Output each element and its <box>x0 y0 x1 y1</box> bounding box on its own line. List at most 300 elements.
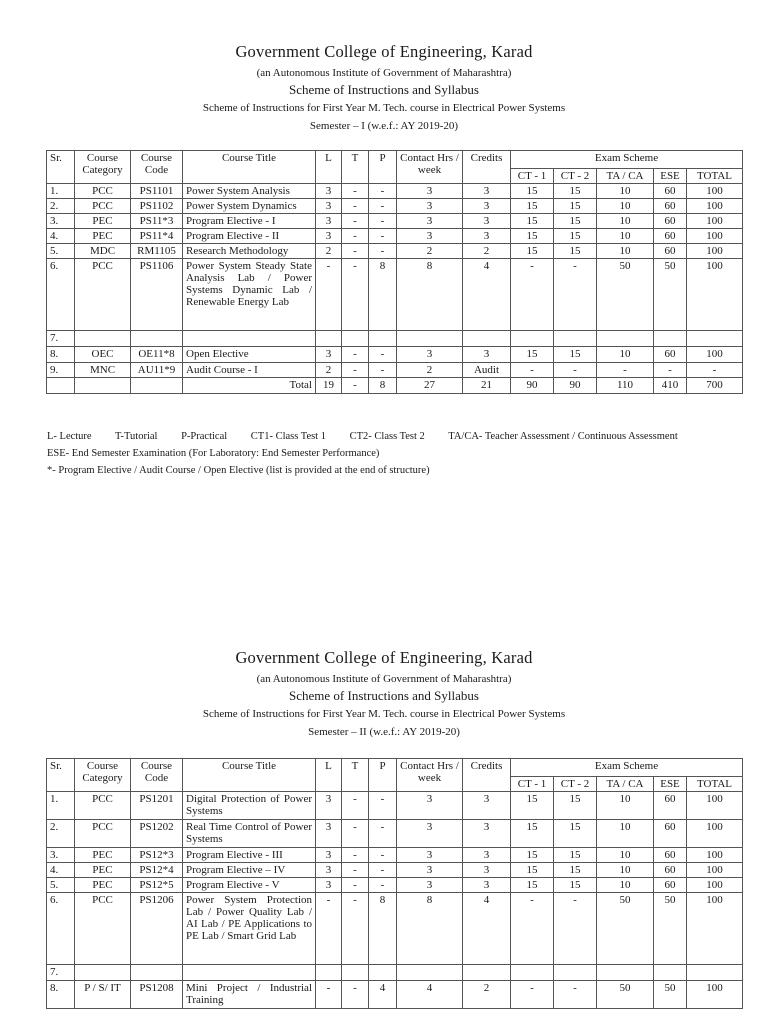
cell-credits: 3 <box>463 229 511 244</box>
table-row <box>47 244 743 259</box>
cell-t: - <box>342 792 369 820</box>
cell-title: Program Elective - I <box>183 214 316 229</box>
cell-sr: 6. <box>47 893 75 965</box>
total-contact: 27 <box>397 378 463 394</box>
cell-title: Power System Protection Lab / Power Quality Lab / AI Lab / PE Applications to PE Lab / Smart Grid Lab <box>183 893 316 965</box>
cell-ct2: - <box>554 981 597 1009</box>
total-p: 8 <box>369 378 397 394</box>
total-total: 700 <box>687 378 743 394</box>
cell-code: PS1101 <box>131 184 183 199</box>
semester1-header <box>0 42 768 134</box>
semester2-header <box>0 648 768 740</box>
cell-title: Digital Protection of Power Systems <box>183 792 316 820</box>
cell-category: PCC <box>75 259 131 331</box>
col-ese: ESE <box>654 777 687 792</box>
cell-ct2: 15 <box>554 214 597 229</box>
cell-ese: 60 <box>654 820 687 848</box>
cell-category: OEC <box>75 347 131 363</box>
table-row <box>47 184 743 199</box>
col-ct1: CT - 1 <box>511 777 554 792</box>
cell-code: PS12*3 <box>131 848 183 863</box>
col-l: L <box>316 759 342 792</box>
cell-sr: 5. <box>47 878 75 893</box>
table-row <box>47 214 743 229</box>
cell-code: PS1201 <box>131 792 183 820</box>
cell-l <box>316 331 342 347</box>
col-total: TOTAL <box>687 169 743 184</box>
col-taca: TA / CA <box>597 169 654 184</box>
cell-empty <box>47 378 75 394</box>
total-ese: 410 <box>654 378 687 394</box>
cell-t <box>342 331 369 347</box>
cell-l: - <box>316 259 342 331</box>
cell-total: 100 <box>687 184 743 199</box>
cell-p <box>369 331 397 347</box>
cell-taca: 50 <box>597 981 654 1009</box>
legend-ct1: CT1- Class Test 1 <box>250 431 326 442</box>
cell-title: Research Methodology <box>183 244 316 259</box>
cell-sr: 3. <box>47 848 75 863</box>
cell-ct2: 15 <box>554 244 597 259</box>
cell-t: - <box>342 214 369 229</box>
cell-sr: 1. <box>47 184 75 199</box>
cell-p: - <box>369 184 397 199</box>
col-exam-scheme: Exam Scheme <box>511 759 743 777</box>
cell-ct1: 15 <box>511 863 554 878</box>
table-row <box>47 259 743 331</box>
college-name: Government College of Engineering, Karad <box>235 42 533 61</box>
cell-ct2: 15 <box>554 792 597 820</box>
cell-category: PCC <box>75 820 131 848</box>
cell-taca: 10 <box>597 848 654 863</box>
cell-ct1: 15 <box>511 792 554 820</box>
legend-line-3: *- Program Elective / Audit Course / Open Elective (list is provided at the end of structure) <box>47 465 430 476</box>
col-t: T <box>342 759 369 792</box>
col-title: Course Title <box>183 759 316 792</box>
cell-p: - <box>369 244 397 259</box>
cell-ct2 <box>554 965 597 981</box>
cell-contact: 3 <box>397 878 463 893</box>
total-ct2: 90 <box>554 378 597 394</box>
col-title: Course Title <box>183 151 316 184</box>
cell-code: PS1208 <box>131 981 183 1009</box>
cell-contact <box>397 331 463 347</box>
col-credits: Credits <box>463 759 511 792</box>
cell-title: Program Elective – IV <box>183 863 316 878</box>
cell-code: RM1105 <box>131 244 183 259</box>
cell-l: 3 <box>316 229 342 244</box>
cell-contact: 8 <box>397 893 463 965</box>
table-row <box>47 199 743 214</box>
cell-ese: 50 <box>654 981 687 1009</box>
cell-code: AU11*9 <box>131 363 183 378</box>
col-taca: TA / CA <box>597 777 654 792</box>
cell-sr: 4. <box>47 229 75 244</box>
col-t: T <box>342 151 369 184</box>
cell-ct2: - <box>554 363 597 378</box>
cell-total: 100 <box>687 244 743 259</box>
cell-contact: 2 <box>397 244 463 259</box>
cell-total: 100 <box>687 893 743 965</box>
cell-p: - <box>369 347 397 363</box>
cell-ese: 60 <box>654 214 687 229</box>
cell-taca: 10 <box>597 878 654 893</box>
cell-contact: 3 <box>397 848 463 863</box>
cell-l: 3 <box>316 184 342 199</box>
cell-total: 100 <box>687 259 743 331</box>
cell-sr: 9. <box>47 363 75 378</box>
cell-contact: 2 <box>397 363 463 378</box>
table-header-row <box>47 759 743 777</box>
cell-ese <box>654 331 687 347</box>
cell-credits: Audit <box>463 363 511 378</box>
col-contact: Contact Hrs / week <box>397 151 463 184</box>
table-row <box>47 878 743 893</box>
cell-ese: 50 <box>654 893 687 965</box>
cell-title: Power System Dynamics <box>183 199 316 214</box>
cell-code <box>131 965 183 981</box>
cell-sr: 1. <box>47 792 75 820</box>
institute-note: (an Autonomous Institute of Government of Maharashtra) <box>256 67 512 79</box>
cell-ese: 60 <box>654 863 687 878</box>
cell-t: - <box>342 229 369 244</box>
cell-sr: 4. <box>47 863 75 878</box>
cell-t: - <box>342 347 369 363</box>
cell-ct2: 15 <box>554 848 597 863</box>
cell-category: PEC <box>75 214 131 229</box>
cell-credits: 3 <box>463 347 511 363</box>
cell-l: - <box>316 893 342 965</box>
cell-contact: 8 <box>397 259 463 331</box>
col-credits: Credits <box>463 151 511 184</box>
college-name: Government College of Engineering, Karad <box>235 648 533 667</box>
col-category: Course Category <box>75 759 131 792</box>
cell-code: PS12*5 <box>131 878 183 893</box>
cell-ese: 60 <box>654 244 687 259</box>
cell-total: 100 <box>687 820 743 848</box>
cell-contact <box>397 965 463 981</box>
cell-l: 2 <box>316 363 342 378</box>
cell-ct2: - <box>554 259 597 331</box>
scheme-title: Scheme of Instructions and Syllabus <box>289 688 479 703</box>
cell-taca: 10 <box>597 347 654 363</box>
col-ct1: CT - 1 <box>511 169 554 184</box>
cell-ct1: 15 <box>511 214 554 229</box>
cell-category <box>75 965 131 981</box>
cell-sr: 7. <box>47 965 75 981</box>
cell-title: Open Elective <box>183 347 316 363</box>
cell-taca: 50 <box>597 259 654 331</box>
cell-category: PEC <box>75 229 131 244</box>
cell-code: OE11*8 <box>131 347 183 363</box>
cell-contact: 3 <box>397 214 463 229</box>
cell-sr: 2. <box>47 199 75 214</box>
cell-p: 4 <box>369 981 397 1009</box>
cell-t: - <box>342 184 369 199</box>
cell-ct2: 15 <box>554 184 597 199</box>
cell-ct2 <box>554 331 597 347</box>
cell-category: PCC <box>75 184 131 199</box>
cell-title <box>183 965 316 981</box>
cell-empty <box>75 378 131 394</box>
cell-taca: 10 <box>597 820 654 848</box>
cell-total: 100 <box>687 347 743 363</box>
cell-ese: 60 <box>654 792 687 820</box>
cell-credits: 3 <box>463 199 511 214</box>
cell-title <box>183 331 316 347</box>
cell-l: 3 <box>316 347 342 363</box>
cell-empty <box>131 378 183 394</box>
cell-ese: 60 <box>654 184 687 199</box>
cell-taca <box>597 331 654 347</box>
cell-taca: 10 <box>597 199 654 214</box>
cell-total: 100 <box>687 848 743 863</box>
cell-ct1: 15 <box>511 878 554 893</box>
cell-credits: 2 <box>463 244 511 259</box>
col-ct2: CT - 2 <box>554 777 597 792</box>
cell-ct1: 15 <box>511 199 554 214</box>
cell-p: - <box>369 878 397 893</box>
table-row <box>47 981 743 1009</box>
cell-category: MNC <box>75 363 131 378</box>
total-taca: 110 <box>597 378 654 394</box>
cell-title: Program Elective - V <box>183 878 316 893</box>
cell-ct1: 15 <box>511 848 554 863</box>
cell-ese: 60 <box>654 229 687 244</box>
institute-note: (an Autonomous Institute of Government of Maharashtra) <box>256 673 512 685</box>
col-p: P <box>369 759 397 792</box>
col-category: Course Category <box>75 151 131 184</box>
cell-sr: 3. <box>47 214 75 229</box>
legend-ct2: CT2- Class Test 2 <box>349 431 425 442</box>
legend-lecture: L- Lecture <box>47 431 92 442</box>
cell-title: Program Elective - II <box>183 229 316 244</box>
col-l: L <box>316 151 342 184</box>
cell-ese: 60 <box>654 347 687 363</box>
table-row <box>47 893 743 965</box>
cell-ct2: 15 <box>554 820 597 848</box>
cell-credits <box>463 331 511 347</box>
semester2-scheme-table <box>46 758 743 1009</box>
cell-credits <box>463 965 511 981</box>
cell-t: - <box>342 244 369 259</box>
cell-title: Power System Analysis <box>183 184 316 199</box>
abbreviation-legend <box>47 428 767 479</box>
semester-label: Semester – II (w.e.f.: AY 2019-20) <box>308 726 460 738</box>
cell-category: PCC <box>75 199 131 214</box>
cell-total: 100 <box>687 792 743 820</box>
cell-total <box>687 331 743 347</box>
col-ct2: CT - 2 <box>554 169 597 184</box>
cell-taca: 10 <box>597 229 654 244</box>
cell-total: - <box>687 363 743 378</box>
cell-t: - <box>342 199 369 214</box>
cell-code: PS1102 <box>131 199 183 214</box>
cell-contact: 3 <box>397 863 463 878</box>
col-total: TOTAL <box>687 777 743 792</box>
col-code: Course Code <box>131 151 183 184</box>
cell-p: 8 <box>369 893 397 965</box>
cell-category: PEC <box>75 878 131 893</box>
cell-contact: 3 <box>397 792 463 820</box>
cell-taca <box>597 965 654 981</box>
cell-total: 100 <box>687 863 743 878</box>
table-row <box>47 965 743 981</box>
cell-ct1 <box>511 965 554 981</box>
cell-credits: 3 <box>463 792 511 820</box>
cell-total: 100 <box>687 981 743 1009</box>
cell-l <box>316 965 342 981</box>
cell-contact: 3 <box>397 820 463 848</box>
semester1-scheme-table <box>46 150 743 394</box>
col-p: P <box>369 151 397 184</box>
cell-p: - <box>369 229 397 244</box>
cell-credits: 3 <box>463 184 511 199</box>
cell-ese: 60 <box>654 199 687 214</box>
cell-l: 2 <box>316 244 342 259</box>
cell-taca: 10 <box>597 184 654 199</box>
table-row <box>47 863 743 878</box>
cell-code <box>131 331 183 347</box>
cell-contact: 4 <box>397 981 463 1009</box>
cell-category: PEC <box>75 848 131 863</box>
cell-t: - <box>342 981 369 1009</box>
col-exam-scheme: Exam Scheme <box>511 151 743 169</box>
cell-taca: 10 <box>597 244 654 259</box>
cell-l: 3 <box>316 792 342 820</box>
cell-sr: 7. <box>47 331 75 347</box>
cell-taca: 50 <box>597 893 654 965</box>
cell-code: PS1206 <box>131 893 183 965</box>
cell-category: PCC <box>75 792 131 820</box>
cell-l: 3 <box>316 214 342 229</box>
cell-sr: 8. <box>47 347 75 363</box>
cell-contact: 3 <box>397 347 463 363</box>
cell-t: - <box>342 259 369 331</box>
cell-ese <box>654 965 687 981</box>
cell-credits: 4 <box>463 893 511 965</box>
col-contact: Contact Hrs / week <box>397 759 463 792</box>
total-ct1: 90 <box>511 378 554 394</box>
cell-ct2: 15 <box>554 878 597 893</box>
cell-category: P / S/ IT <box>75 981 131 1009</box>
cell-t: - <box>342 878 369 893</box>
legend-line-1 <box>47 428 767 445</box>
cell-title: Program Elective - III <box>183 848 316 863</box>
cell-p: - <box>369 863 397 878</box>
cell-ct1: - <box>511 981 554 1009</box>
total-credits: 21 <box>463 378 511 394</box>
col-sr: Sr. <box>47 759 75 792</box>
cell-ct1: - <box>511 259 554 331</box>
cell-category: MDC <box>75 244 131 259</box>
cell-code: PS11*3 <box>131 214 183 229</box>
scheme-title: Scheme of Instructions and Syllabus <box>289 82 479 97</box>
cell-taca: 10 <box>597 863 654 878</box>
cell-contact: 3 <box>397 199 463 214</box>
cell-contact: 3 <box>397 229 463 244</box>
cell-total <box>687 965 743 981</box>
cell-t: - <box>342 863 369 878</box>
legend-practical: P-Practical <box>181 431 228 442</box>
cell-sr: 8. <box>47 981 75 1009</box>
cell-category <box>75 331 131 347</box>
cell-ese: 50 <box>654 259 687 331</box>
table-row <box>47 820 743 848</box>
cell-ct2: 15 <box>554 347 597 363</box>
cell-p: - <box>369 848 397 863</box>
totals-row <box>47 378 743 394</box>
col-sr: Sr. <box>47 151 75 184</box>
col-ese: ESE <box>654 169 687 184</box>
total-label: Total <box>183 378 316 394</box>
cell-t: - <box>342 848 369 863</box>
cell-ct1: 15 <box>511 184 554 199</box>
cell-taca: 10 <box>597 792 654 820</box>
semester-label: Semester – I (w.e.f.: AY 2019-20) <box>309 120 459 132</box>
cell-total: 100 <box>687 199 743 214</box>
cell-credits: 4 <box>463 259 511 331</box>
cell-ct2: 15 <box>554 199 597 214</box>
cell-credits: 3 <box>463 848 511 863</box>
cell-ct1: 15 <box>511 229 554 244</box>
cell-p: - <box>369 792 397 820</box>
cell-sr: 5. <box>47 244 75 259</box>
table-row <box>47 792 743 820</box>
col-code: Course Code <box>131 759 183 792</box>
total-l: 19 <box>316 378 342 394</box>
table-header-row <box>47 151 743 169</box>
cell-total: 100 <box>687 229 743 244</box>
table-row <box>47 848 743 863</box>
total-t: - <box>342 378 369 394</box>
cell-p: - <box>369 820 397 848</box>
cell-l: - <box>316 981 342 1009</box>
cell-p: - <box>369 214 397 229</box>
cell-ese: 60 <box>654 848 687 863</box>
cell-title: Audit Course - I <box>183 363 316 378</box>
cell-l: 3 <box>316 199 342 214</box>
cell-p: - <box>369 363 397 378</box>
cell-t: - <box>342 820 369 848</box>
legend-line-2: ESE- End Semester Examination (For Laboratory: End Semester Performance) <box>47 448 380 459</box>
table-row <box>47 331 743 347</box>
cell-l: 3 <box>316 820 342 848</box>
cell-taca: 10 <box>597 214 654 229</box>
cell-sr: 6. <box>47 259 75 331</box>
table-row <box>47 363 743 378</box>
cell-p: - <box>369 199 397 214</box>
table-row <box>47 229 743 244</box>
cell-sr: 2. <box>47 820 75 848</box>
legend-taca: TA/CA- Teacher Assessment / Continuous Assessment <box>448 431 678 442</box>
cell-code: PS1202 <box>131 820 183 848</box>
cell-title: Real Time Control of Power Systems <box>183 820 316 848</box>
scheme-subtitle: Scheme of Instructions for First Year M. Tech. course in Electrical Power Systems <box>202 708 566 720</box>
cell-ct2: 15 <box>554 229 597 244</box>
cell-taca: - <box>597 363 654 378</box>
cell-ct2: - <box>554 893 597 965</box>
cell-l: 3 <box>316 863 342 878</box>
cell-code: PS1106 <box>131 259 183 331</box>
table-row <box>47 347 743 363</box>
cell-p: 8 <box>369 259 397 331</box>
cell-ese: 60 <box>654 878 687 893</box>
legend-tutorial: T-Tutorial <box>115 431 158 442</box>
cell-credits: 3 <box>463 820 511 848</box>
cell-ct1: 15 <box>511 244 554 259</box>
cell-p <box>369 965 397 981</box>
